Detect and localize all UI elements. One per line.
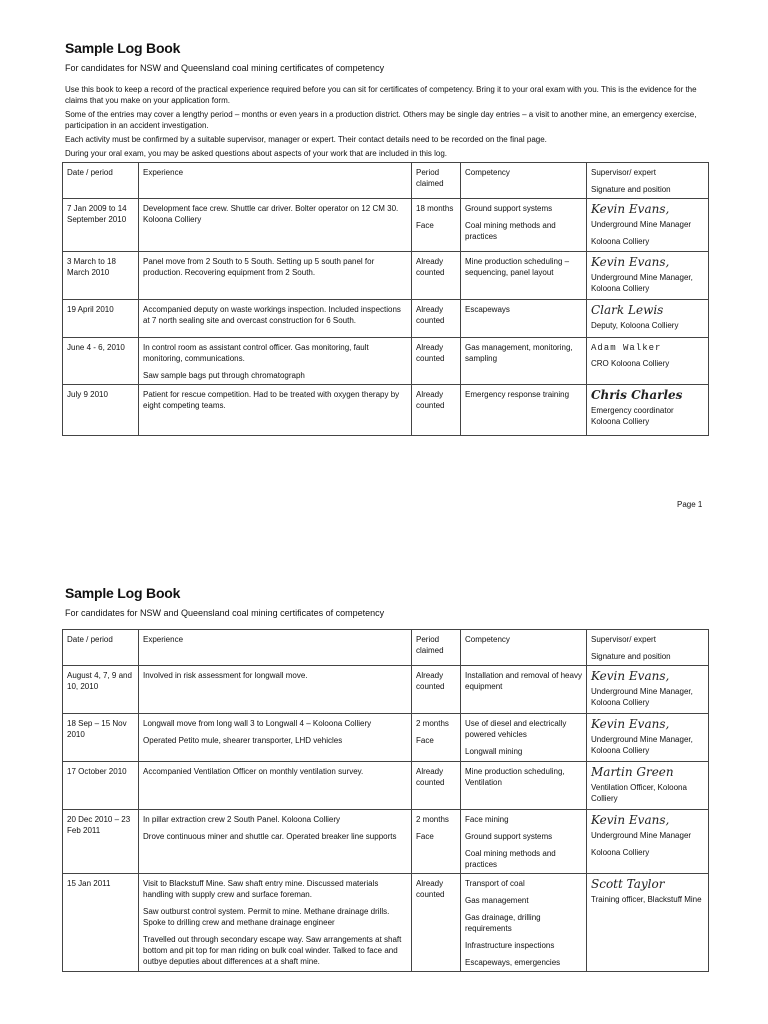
competency-line: Coal mining methods and practices bbox=[465, 221, 556, 241]
page-subtitle: For candidates for NSW and Queensland coal mining certificates of competency bbox=[65, 608, 385, 618]
row-supervisor bbox=[587, 874, 709, 972]
supervisor-position: Ventilation Officer, Koloona Colliery bbox=[591, 783, 687, 803]
supervisor-position: Koloona Colliery bbox=[591, 848, 650, 857]
period-line: Already counted bbox=[416, 343, 445, 363]
row-supervisor bbox=[587, 385, 709, 436]
table-row bbox=[63, 338, 709, 385]
table-row bbox=[63, 252, 709, 300]
supervisor-position: CRO Koloona Colliery bbox=[591, 359, 670, 368]
experience-line: In pillar extraction crew 2 South Panel. Koloona Colliery bbox=[143, 815, 340, 824]
row-date: August 4, 7, 9 and 10, 2010 bbox=[63, 666, 139, 714]
experience-line: Development face crew. Shuttle car driver. Bolter operator on 12 CM 30. Koloona Colliery bbox=[143, 204, 399, 224]
header-experience: Experience bbox=[139, 163, 412, 199]
table-row bbox=[63, 874, 709, 972]
log-table bbox=[62, 629, 709, 972]
row-period bbox=[412, 199, 461, 252]
row-period bbox=[412, 714, 461, 762]
competency-line: Gas drainage, drilling requirements bbox=[465, 913, 541, 933]
log-page-2 bbox=[62, 585, 708, 972]
row-supervisor bbox=[587, 300, 709, 338]
competency-line: Coal mining methods and practices bbox=[465, 849, 556, 869]
supervisor-position: Training officer, Blackstuff Mine bbox=[591, 895, 702, 904]
competency-line: Ground support systems bbox=[465, 832, 553, 841]
period-line: Already counted bbox=[416, 879, 445, 899]
row-period bbox=[412, 385, 461, 436]
experience-line: Operated Petito mule, shearer transporter, LHD vehicles bbox=[143, 736, 343, 745]
page-number: Page 1 bbox=[677, 500, 703, 509]
row-period bbox=[412, 810, 461, 874]
competency-line: Gas management, monitoring, sampling bbox=[465, 343, 573, 363]
period-line: Already counted bbox=[416, 767, 445, 787]
row-experience bbox=[139, 762, 412, 810]
competency-line: Escapeways bbox=[465, 305, 510, 314]
row-experience bbox=[139, 385, 412, 436]
competency-line: Infrastructure inspections bbox=[465, 941, 555, 950]
experience-line: Saw outburst control system. Permit to mine. Methane drainage drills. Spoke to drilling crew and methane drainage engineer bbox=[143, 907, 390, 927]
row-period bbox=[412, 666, 461, 714]
header-period: Period claimed bbox=[412, 163, 461, 199]
row-period bbox=[412, 300, 461, 338]
row-date: 18 Sep – 15 Nov 2010 bbox=[63, 714, 139, 762]
page-title: Sample Log Book bbox=[65, 585, 181, 601]
intro-paragraph: Use this book to keep a record of the practical experience required before you can sit for certificates of competency. Bring it to your oral exam with you. This is the evidence for the claims that you make on your application form. bbox=[65, 85, 697, 105]
row-experience bbox=[139, 252, 412, 300]
row-date: 15 Jan 2011 bbox=[63, 874, 139, 972]
intro-paragraph: During your oral exam, you may be asked questions about aspects of your work that are included in this log. bbox=[65, 149, 447, 158]
row-competency bbox=[461, 714, 587, 762]
table-row bbox=[63, 385, 709, 436]
supervisor-signature: Chris Charles bbox=[591, 388, 683, 402]
supervisor-signature: Martin Green bbox=[591, 765, 674, 779]
competency-line: Installation and removal of heavy equipment bbox=[465, 671, 582, 691]
page-subtitle: For candidates for NSW and Queensland coal mining certificates of competency bbox=[65, 63, 385, 73]
header-competency: Competency bbox=[461, 630, 587, 666]
row-competency bbox=[461, 385, 587, 436]
experience-line: Longwall move from long wall 3 to Longwall 4 – Koloona Colliery bbox=[143, 719, 372, 728]
table-header-row bbox=[63, 630, 709, 666]
header-date: Date / period bbox=[63, 630, 139, 666]
header-supervisor bbox=[587, 163, 709, 199]
header-signature-label: Signature and position bbox=[591, 185, 671, 194]
row-competency bbox=[461, 199, 587, 252]
row-period bbox=[412, 762, 461, 810]
row-supervisor bbox=[587, 714, 709, 762]
row-competency bbox=[461, 300, 587, 338]
row-experience bbox=[139, 666, 412, 714]
row-experience bbox=[139, 810, 412, 874]
row-date: June 4 - 6, 2010 bbox=[63, 338, 139, 385]
period-line: Face bbox=[416, 221, 434, 230]
experience-line: Travelled out through secondary escape way. Saw arrangements at shaft bottom and pit top for man riding on bulk coal winder. Talked to face and outbye deputies about differences at a shaft mine. bbox=[143, 935, 402, 966]
supervisor-position: Koloona Colliery bbox=[591, 237, 650, 246]
log-page-1 bbox=[62, 40, 708, 436]
competency-line: Escapeways, emergencies bbox=[465, 958, 561, 967]
supervisor-position: Underground Mine Manager, Koloona Colliery bbox=[591, 735, 693, 755]
row-period bbox=[412, 338, 461, 385]
supervisor-position: Deputy, Koloona Colliery bbox=[591, 321, 679, 330]
table-row bbox=[63, 666, 709, 714]
experience-line: Accompanied deputy on waste workings inspection. Included inspections at 7 north sealing site and overcast construction for 6 South. bbox=[143, 305, 401, 325]
row-date: 17 October 2010 bbox=[63, 762, 139, 810]
supervisor-signature: Kevin Evans, bbox=[591, 717, 670, 731]
intro-paragraph: Each activity must be confirmed by a suitable supervisor, manager or expert. Their contact details need to be recorded on the final page. bbox=[65, 135, 547, 144]
supervisor-signature: Adam Walker bbox=[591, 343, 662, 353]
header-experience: Experience bbox=[139, 630, 412, 666]
row-period bbox=[412, 874, 461, 972]
table-row bbox=[63, 714, 709, 762]
row-competency bbox=[461, 252, 587, 300]
page-title: Sample Log Book bbox=[65, 40, 181, 56]
competency-line: Ground support systems bbox=[465, 204, 553, 213]
competency-line: Mine production scheduling, Ventilation bbox=[465, 767, 565, 787]
row-date: 20 Dec 2010 – 23 Feb 2011 bbox=[63, 810, 139, 874]
supervisor-signature: Scott Taylor bbox=[591, 877, 665, 891]
period-line: Already counted bbox=[416, 671, 445, 691]
log-table bbox=[62, 162, 709, 436]
row-date: 19 April 2010 bbox=[63, 300, 139, 338]
competency-line: Gas management bbox=[465, 896, 529, 905]
experience-line: Saw sample bags put through chromatograph bbox=[143, 371, 305, 380]
supervisor-position: Underground Mine Manager, Koloona Colliery bbox=[591, 687, 693, 707]
period-line: Face bbox=[416, 736, 434, 745]
header-supervisor-label: Supervisor/ expert bbox=[591, 635, 656, 644]
period-line: Already counted bbox=[416, 305, 445, 325]
row-competency bbox=[461, 666, 587, 714]
table-row bbox=[63, 810, 709, 874]
competency-line: Longwall mining bbox=[465, 747, 523, 756]
row-experience bbox=[139, 300, 412, 338]
supervisor-position: Underground Mine Manager bbox=[591, 831, 692, 840]
period-line: 2 months bbox=[416, 719, 449, 728]
header-date: Date / period bbox=[63, 163, 139, 199]
period-line: Already counted bbox=[416, 390, 445, 410]
row-experience bbox=[139, 874, 412, 972]
row-date: July 9 2010 bbox=[63, 385, 139, 436]
row-competency bbox=[461, 874, 587, 972]
header-supervisor bbox=[587, 630, 709, 666]
competency-line: Face mining bbox=[465, 815, 509, 824]
experience-line: Panel move from 2 South to 5 South. Setting up 5 south panel for production. Recovering equipment from 2 South. bbox=[143, 257, 375, 277]
competency-line: Use of diesel and electrically powered vehicles bbox=[465, 719, 567, 739]
row-competency bbox=[461, 762, 587, 810]
competency-line: Emergency response training bbox=[465, 390, 570, 399]
experience-line: Visit to Blackstuff Mine. Saw shaft entry mine. Discussed materials handling with supply crew and surface foreman. bbox=[143, 879, 379, 899]
supervisor-position: Underground Mine Manager, Koloona Colliery bbox=[591, 273, 693, 293]
intro-text bbox=[62, 84, 708, 159]
row-experience bbox=[139, 338, 412, 385]
row-period bbox=[412, 252, 461, 300]
supervisor-signature: Kevin Evans, bbox=[591, 202, 670, 216]
experience-line: Involved in risk assessment for longwall move. bbox=[143, 671, 308, 680]
table-header-row bbox=[63, 163, 709, 199]
period-line: Already counted bbox=[416, 257, 445, 277]
supervisor-position: Underground Mine Manager bbox=[591, 220, 692, 229]
row-supervisor bbox=[587, 199, 709, 252]
row-supervisor bbox=[587, 810, 709, 874]
period-line: Face bbox=[416, 832, 434, 841]
supervisor-position: Emergency coordinator Koloona Colliery bbox=[591, 406, 674, 426]
competency-line: Mine production scheduling – sequencing, panel layout bbox=[465, 257, 570, 277]
experience-line: Patient for rescue competition. Had to be treated with oxygen therapy by eight competing teams. bbox=[143, 390, 400, 410]
period-line: 2 months bbox=[416, 815, 449, 824]
row-competency bbox=[461, 810, 587, 874]
row-competency bbox=[461, 338, 587, 385]
row-date: 3 March to 18 March 2010 bbox=[63, 252, 139, 300]
row-supervisor bbox=[587, 666, 709, 714]
row-experience bbox=[139, 199, 412, 252]
row-date: 7 Jan 2009 to 14 September 2010 bbox=[63, 199, 139, 252]
header-competency: Competency bbox=[461, 163, 587, 199]
table-row bbox=[63, 199, 709, 252]
table-row bbox=[63, 762, 709, 810]
period-line: 18 months bbox=[416, 204, 454, 213]
table-row bbox=[63, 300, 709, 338]
header-period: Period claimed bbox=[412, 630, 461, 666]
supervisor-signature: Kevin Evans, bbox=[591, 255, 670, 269]
row-supervisor bbox=[587, 762, 709, 810]
row-experience bbox=[139, 714, 412, 762]
experience-line: Drove continuous miner and shuttle car. Operated breaker line supports bbox=[143, 832, 397, 841]
supervisor-signature: Clark Lewis bbox=[591, 303, 664, 317]
header-signature-label: Signature and position bbox=[591, 652, 671, 661]
experience-line: In control room as assistant control officer. Gas monitoring, fault monitoring, communications. bbox=[143, 343, 369, 363]
supervisor-signature: Kevin Evans, bbox=[591, 669, 670, 683]
experience-line: Accompanied Ventilation Officer on monthly ventilation survey. bbox=[143, 767, 364, 776]
row-supervisor bbox=[587, 252, 709, 300]
row-supervisor bbox=[587, 338, 709, 385]
supervisor-signature: Kevin Evans, bbox=[591, 813, 670, 827]
header-supervisor-label: Supervisor/ expert bbox=[591, 168, 656, 177]
intro-paragraph: Some of the entries may cover a lengthy period – months or even years in a production district. Others may be single day entries – a visit to another mine, an emergency exercise, participation in an accident investigation. bbox=[65, 110, 697, 130]
competency-line: Transport of coal bbox=[465, 879, 525, 888]
